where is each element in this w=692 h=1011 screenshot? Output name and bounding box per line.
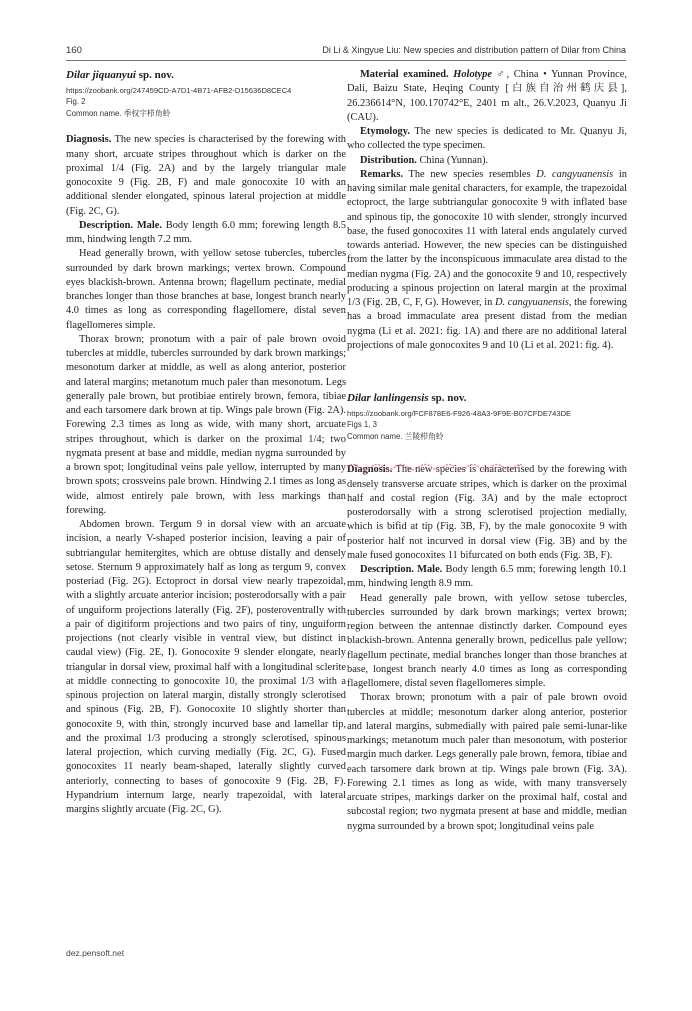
description-heading: Description. Male. bbox=[79, 219, 162, 231]
male-symbol: ♂ bbox=[496, 69, 507, 80]
distribution-paragraph bbox=[347, 154, 627, 168]
remarks-text-b: in having similar male genital characters, for example, the trapezoidal ectoproct, the large subtriangular gonocoxite 9 with inflated base and spinous tip, the gonocoxite 10 with slender, strongly incurved base, the fused gonocoxites 11 with lateral ends angulately curved towards anteriad. However, the new species can be distinguished from the latter by the inconspicuous immaculate area distad to the median nygma (Fig. 2A) and the gonocoxite 9 and 10, respectively producing a spinous projection on lateral margin at the proximal 1/3 (Fig. 2B, C, F, G). However, in bbox=[347, 168, 627, 308]
zoobank-link[interactable]: https://zoobank.org/247459CD-A7D1-4B71-AFB2-D15636D8CEC4 bbox=[66, 86, 292, 96]
head-paragraph: Head generally brown, with yellow setose tubercles, tubercles surrounded by dark brown markings; vertex brown. Compound eyes blackish-brown. Antenna brown; flagellum pectinate, medial branches longer than those branches at base, longest branch nearly 4.0 times as long as corresponding flagellomere, distal seven flagellomeres simple. bbox=[66, 248, 346, 331]
head2-paragraph: Head generally pale brown, with yellow setose tubercles, tubercles surrounded by dark brown markings; vertex brown; region between the antennae distinctly darker. Compound eyes blackish-brown. Antenna generally brown, pedicellus pale yellow; flagellum pectinate, medial branches longer than those branches at base, longest branch nearly 4.0 times as long as corresponding flagellomere, distal seven flagellomeres simple. bbox=[347, 592, 627, 689]
material-text: , China • Yunnan Province, Dali, Baizu State, Heqing County [白族自治州鹤庆县], 26.236614°N, 100.170742°E, 2401 m alt., 26.V.2023, Quanyu Ji (CAU). bbox=[347, 69, 627, 123]
material-paragraph bbox=[347, 68, 627, 125]
species2-name: Dilar lanlingensis bbox=[347, 392, 429, 404]
common-name: Common name. 季权宇栉角蛉 bbox=[66, 109, 171, 119]
remarks-heading: Remarks. bbox=[360, 168, 403, 180]
page-number: 160 bbox=[66, 45, 82, 56]
figure-reference: Fig. 2 bbox=[66, 97, 86, 107]
description-text: Body length 6.0 mm; forewing length 8.5 mm, hindwing length 7.2 mm. bbox=[66, 219, 346, 245]
description2-heading: Description. Male. bbox=[360, 564, 443, 575]
species-name: Dilar jiquanyui bbox=[66, 69, 136, 81]
thorax-paragraph: Thorax brown; pronotum with a pair of pale brown ovoid tubercles at middle, tubercles surrounded by dark brown markings; mesonotum darker at middle, as well as along anterior, posterior and lateral margins; metanotum much paler than mesonotum. Legs generally pale brown, but protibiae entirely brown, femora, tibiae and each tarsomere dark brown at tip. Wings pale brown (Fig. 2A). Forewing 2.3 times as long as wide, with many short, arcuate stripes throughout, which is darker on the proximal 1/4; two nygmata present at base and middle, median nygma surrounded by a brown spot; longitudinal veins pale yellow, interrupted by many brown spots; crossveins pale brown. Hindwing 2.1 times as long as wide, almost entirely pale brown, with less markings than forewing. bbox=[66, 333, 346, 516]
diagnosis-heading: Diagnosis. bbox=[66, 134, 112, 146]
handwritten-squiggle bbox=[345, 461, 525, 476]
common-name2: Common name. 兰陵栉角蛉 bbox=[347, 432, 444, 442]
header-rule bbox=[66, 60, 626, 61]
species2-suffix: sp. nov. bbox=[428, 392, 467, 404]
distribution-heading: Distribution. bbox=[360, 154, 417, 166]
abdomen-paragraph: Abdomen brown. Tergum 9 in dorsal view with an arcuate incision, a nearly V-shaped posterior incision, leaving a pair of subtriangular hemitergites, which are obtuse distally and densely setose. Sternum 9 approximately half as long as tergum 9, convex posteriad (Fig. 2G). Ectoproct in dorsal view nearly trapezoidal, with a slightly arcuate anterior incision; posterodorsally with a pair of unguiform projections laterally (Fig. 2F), posteroventrally with a pair of digitiform projections and two pairs of tiny, unguiform projections (not clearly visible in ventral view, but distinct in caudal view) (Fig. 2E, I). Gonocoxite 9 slender elongate, nearly triangular in dorsal view, proximal half with a longitudinal sclerite at middle connecting to gonocoxite 10, the proximal 1/3 with a spinous projection on lateral margin, distally strongly sclerotised and spinous (Fig. 2B, F). Gonocoxite 10 slightly shorter than gonocoxite 9, with thin, strongly incurved base and lamellar tip, and the proximal 1/3 producing a strongly sclerotised, spinous lateral projection, which curving medially (Fig. 2C, G). Fused gonocoxites 11 nearly beam-shaped, laterally slightly curved anteriorly, connecting to bases of gonocoxite 9 (Fig. 2B, F). Hypandrium internum large, nearly trapezoidal, with lateral margins slightly arcuate (Fig. 2C, G). bbox=[66, 519, 346, 815]
running-title: Di Li & Xingyue Liu: New species and distribution pattern of Dilar from China bbox=[322, 45, 626, 55]
remarks-text-c: , the forewing has a broad immaculate area present distad from the median nygma (Li et al. 2021: fig. 1A) and there are no additional lateral projections of male gonocoxites 9 and 10 (Li et al. 2021: fig. 4). bbox=[347, 297, 627, 351]
diagnosis-paragraph bbox=[66, 133, 346, 219]
etymology-paragraph bbox=[347, 125, 627, 154]
remarks-text-a: The new species resembles bbox=[403, 168, 537, 180]
left-column bbox=[66, 68, 346, 817]
diagnosis-text: The new species is characterised by the forewing with many short, arcuate stripes throughout which is darker on the proximal 1/4 (Fig. 2A) and by the largely triangular male gonocoxite 9 (Fig. 2B, F) and male gonocoxite 10 with an additional slender elongated, spinous lateral projection at middle (Fig. 2C, G). bbox=[66, 134, 346, 217]
species-heading bbox=[66, 68, 346, 82]
description2-paragraph bbox=[347, 563, 627, 592]
species-suffix: sp. nov. bbox=[136, 69, 174, 81]
footer-site[interactable]: dez.pensoft.net bbox=[66, 948, 125, 958]
diagnosis2-text: The new species is characterised by the forewing with densely transverse arcuate stripes, which is darker on the proximal half and costal region (Fig. 3A) and by the male ectoproct posterodorsally with a strong sclerotised projection medially, which is bifid at tip (Fig. 3B, F), by the male gonocoxite 9 with posterior half not incurved in dorsal view (Fig. 3B) and by the male fused gonocoxites 11 bifurcated on both ends (Fig. 3B, F). bbox=[347, 464, 627, 561]
thorax2-paragraph: Thorax brown; pronotum with a pair of pale brown ovoid tubercles at middle; mesonotum darker along anterior, posterior and lateral margins, submedially with paired pale semi-lunar-like markings; metanotum much paler than mesonotum, with posterior margin much darker. Legs generally pale brown, femora, tibiae and each tarsomere dark brown at tip. Wings pale brown (Fig. 3A). Forewing 2.1 times as long as wide, with many transversely arcuate stripes, markings darker on the proximal half, costal and subcostal region; two nygmata present at base and middle, median nygma surrounded by a brown spot; longitudinal veins pale bbox=[347, 692, 627, 832]
remarks-paragraph bbox=[347, 168, 627, 353]
description-paragraph bbox=[66, 219, 346, 248]
holotype-label: Holotype bbox=[453, 69, 492, 80]
remarks-species-2: D. cangyuanensis bbox=[495, 297, 569, 308]
distribution-text: China (Yunnan). bbox=[416, 154, 489, 166]
etymology-heading: Etymology. bbox=[360, 126, 410, 137]
diagnosis2-paragraph bbox=[347, 463, 627, 563]
material-heading: Material examined. bbox=[360, 69, 449, 80]
diagnosis2-heading: Diagnosis. bbox=[347, 464, 393, 476]
description2-text: Body length 6.5 mm; forewing length 10.1 mm, hindwing length 8.9 mm. bbox=[347, 564, 628, 590]
etymology-text: The new species is dedicated to Mr. Quanyu Ji, who collected the type specimen. bbox=[347, 126, 627, 152]
figure2-reference: Figs 1, 3 bbox=[347, 420, 377, 430]
remarks-species-1: D. cangyuanensis bbox=[536, 168, 614, 180]
annotation-strip bbox=[347, 463, 627, 563]
right-column bbox=[347, 68, 627, 834]
species2-heading bbox=[347, 391, 627, 405]
zoobank2-link[interactable]: https://zoobank.org/FCF878E6-F926-48A3-9F9E-B07CFDE743DE bbox=[347, 409, 572, 419]
